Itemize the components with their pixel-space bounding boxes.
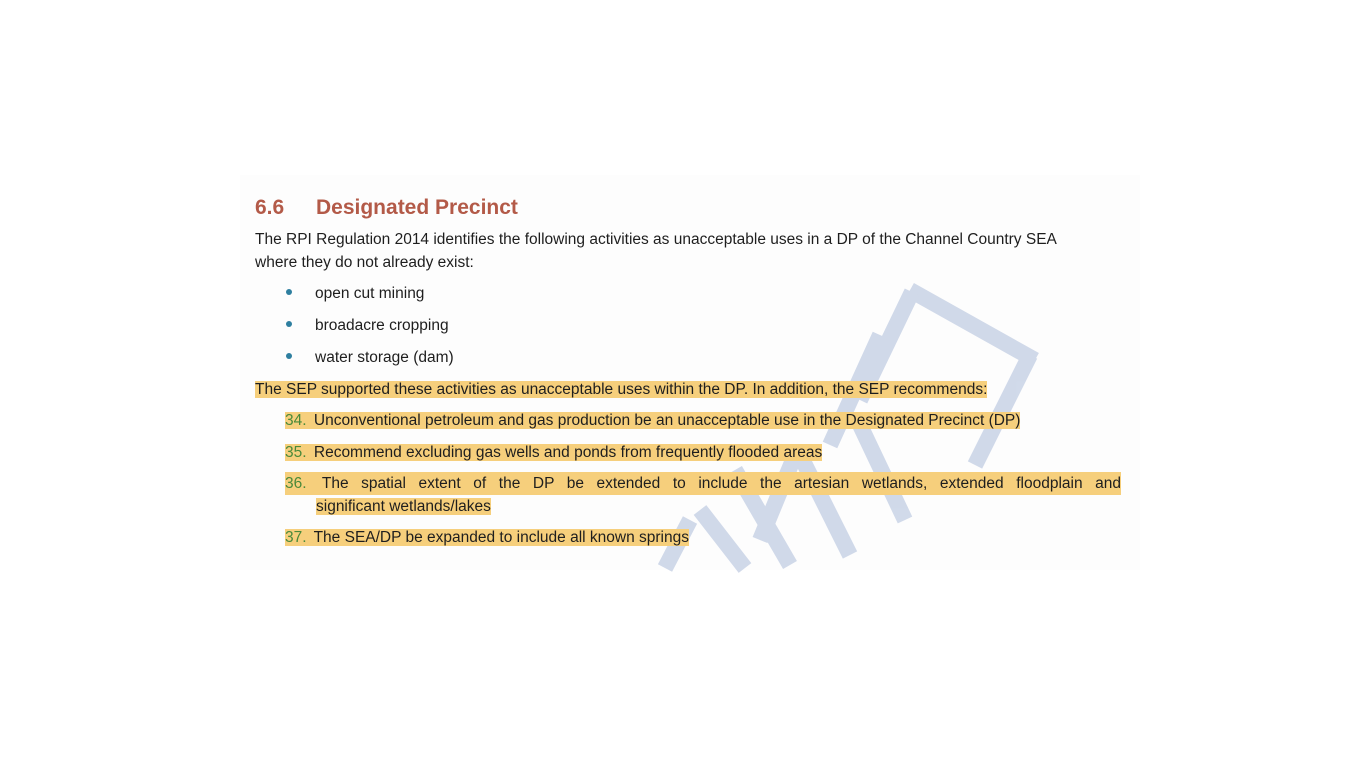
recommendation-text: Recommend excluding gas wells and ponds from frequently flooded areas xyxy=(313,444,823,461)
section-title: Designated Precinct xyxy=(316,196,518,219)
intro-line-1: The RPI Regulation 2014 identifies the following activities as unacceptable uses in a DP of the Channel Country SEA xyxy=(255,231,1057,248)
support-paragraph xyxy=(255,378,1130,401)
list-item xyxy=(286,315,449,337)
list-item xyxy=(286,347,454,369)
recommendation-number: 36. xyxy=(285,475,307,492)
recommendation-number: 34. xyxy=(285,412,307,429)
section-heading xyxy=(255,196,518,220)
recommendation-36 xyxy=(285,472,1121,495)
recommendation-text-line-1: The spatial extent of the DP be extended to include the artesian wetlands, extended floodplain and xyxy=(321,475,1122,492)
bullet-dot-icon xyxy=(286,353,292,359)
list-item xyxy=(286,283,424,305)
intro-paragraph xyxy=(255,228,1130,274)
bullet-text: open cut mining xyxy=(315,285,425,302)
bullet-dot-icon xyxy=(286,289,292,295)
recommendation-36-continued xyxy=(316,495,491,518)
bullet-text: water storage (dam) xyxy=(315,349,454,366)
intro-line-2: where they do not already exist: xyxy=(255,254,474,271)
support-text: The SEP supported these activities as unacceptable uses within the DP. In addition, the SEP recommends: xyxy=(255,381,988,398)
section-number: 6.6 xyxy=(255,196,285,219)
recommendation-number: 35. xyxy=(285,444,307,461)
recommendation-37 xyxy=(285,526,689,549)
recommendation-text: Unconventional petroleum and gas production be an unacceptable use in the Designated Precinct (DP) xyxy=(313,412,1021,429)
bullet-text: broadacre cropping xyxy=(315,317,449,334)
recommendation-text: The SEA/DP be expanded to include all known springs xyxy=(313,529,689,546)
recommendation-number: 37. xyxy=(285,529,307,546)
bullet-dot-icon xyxy=(286,321,292,327)
recommendation-text-line-2: significant wetlands/lakes xyxy=(316,498,491,515)
recommendation-35 xyxy=(285,441,822,464)
recommendation-34 xyxy=(285,409,1020,432)
